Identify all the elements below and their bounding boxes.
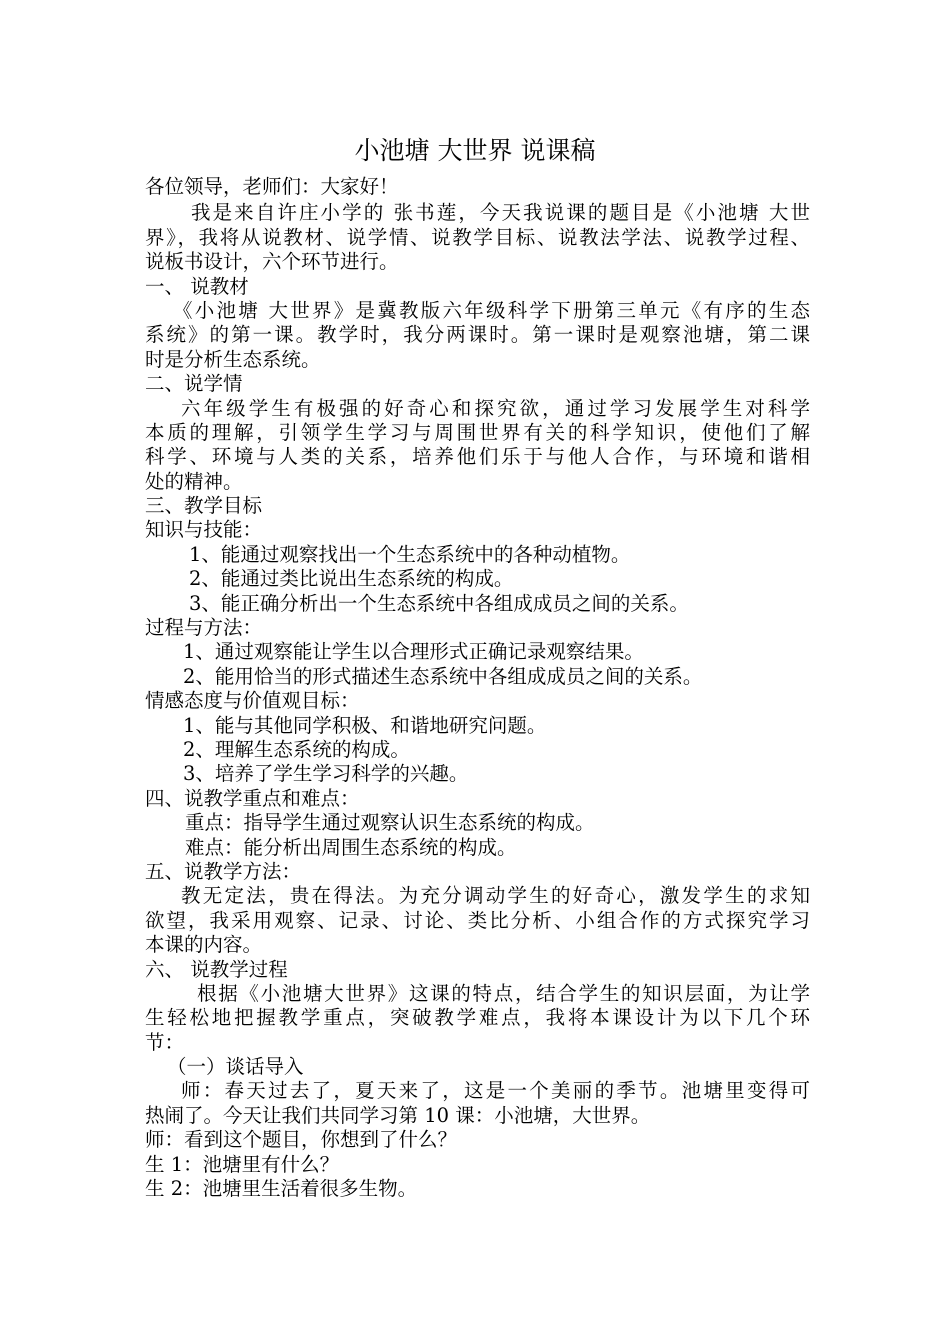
paragraph-line: 根据《小池塘大世界》这课的特点，结合学生的知识层面，为让学 bbox=[197, 981, 810, 1005]
paragraph-line: 系统》的第一课。教学时，我分两课时。第一课时是观察池塘，第二课 bbox=[145, 323, 810, 347]
dialogue-line: 师：春天过去了，夏天来了，这是一个美丽的季节。池塘里变得可 bbox=[181, 1079, 810, 1103]
paragraph-line: 科学、环境与人类的关系，培养他们乐于与他人合作，与环境和谐相 bbox=[145, 445, 810, 469]
paragraph-line: 本课的内容。 bbox=[145, 933, 263, 957]
paragraph-line: 生轻松地把握教学重点，突破教学难点，我将本课设计为以下几个环 bbox=[145, 1006, 810, 1030]
paragraph-line: 节： bbox=[145, 1030, 185, 1054]
list-item: 2、理解生态系统的构成。 bbox=[183, 737, 410, 761]
paragraph-line: 我是来自许庄小学的 张书莲，今天我说课的题目是《小池塘 大世 bbox=[191, 201, 810, 225]
paragraph-line: 处的精神。 bbox=[145, 469, 243, 493]
paragraph-line: 六年级学生有极强的好奇心和探究欲，通过学习发展学生对科学 bbox=[181, 396, 810, 420]
list-item: 1、能通过观察找出一个生态系统中的各种动植物。 bbox=[189, 542, 631, 566]
list-item: 3、能正确分析出一个生态系统中各组成成员之间的关系。 bbox=[189, 591, 689, 615]
subsection-heading: （一）谈话导入 bbox=[167, 1055, 304, 1079]
section-heading: 四、说教学重点和难点： bbox=[145, 786, 360, 810]
paragraph-line: 说板书设计，六个环节进行。 bbox=[145, 250, 399, 274]
list-item: 1、通过观察能让学生以合理形式正确记录观察结果。 bbox=[183, 640, 644, 664]
list-item: 2、能用恰当的形式描述生态系统中各组成成员之间的关系。 bbox=[183, 664, 703, 688]
paragraph-line: 《小池塘 大世界》是冀教版六年级科学下册第三单元《有序的生态 bbox=[173, 298, 810, 322]
dialogue-line: 生 1：池塘里有什么？ bbox=[145, 1152, 340, 1176]
section-heading: 二、说学情 bbox=[145, 372, 243, 396]
list-item: 2、能通过类比说出生态系统的构成。 bbox=[189, 567, 514, 591]
paragraph-line: 时是分析生态系统。 bbox=[145, 347, 321, 371]
paragraph-line: 本质的理解，引领学生学习与周围世界有关的科学知识，使他们了解 bbox=[145, 420, 810, 444]
greeting-line: 各位领导，老师们：大家好！ bbox=[145, 175, 399, 198]
section-heading: 三、教学目标 bbox=[145, 494, 263, 518]
section-heading: 一、 说教材 bbox=[145, 274, 249, 298]
paragraph-line: 教无定法，贵在得法。为充分调动学生的好奇心，激发学生的求知 bbox=[181, 884, 810, 908]
key-point-line: 重点：指导学生通过观察认识生态系统的构成。 bbox=[185, 811, 595, 835]
document-title: 小池塘 大世界 说课稿 bbox=[354, 136, 596, 165]
dialogue-line: 生 2：池塘里生活着很多生物。 bbox=[145, 1177, 418, 1201]
section-heading: 五、说教学方法： bbox=[145, 859, 302, 883]
paragraph-line: 欲望，我采用观察、记录、讨论、类比分析、小组合作的方式探究学习 bbox=[145, 908, 810, 932]
subsection-heading: 过程与方法： bbox=[145, 616, 263, 640]
difficulty-line: 难点：能分析出周围生态系统的构成。 bbox=[185, 835, 517, 859]
subsection-heading: 知识与技能： bbox=[145, 518, 263, 542]
list-item: 3、培养了学生学习科学的兴趣。 bbox=[183, 762, 469, 786]
dialogue-line: 热闹了。今天让我们共同学习第 10 课：小池塘，大世界。 bbox=[145, 1103, 651, 1127]
paragraph-line: 界》，我将从说教材、说学情、说教学目标、说教法学法、说教学过程、 bbox=[145, 225, 810, 249]
subsection-heading: 情感态度与价值观目标： bbox=[145, 689, 360, 713]
section-heading: 六、 说教学过程 bbox=[145, 957, 288, 981]
dialogue-line: 师：看到这个题目，你想到了什么？ bbox=[145, 1128, 458, 1152]
document-body bbox=[145, 175, 810, 1201]
list-item: 1、能与其他同学积极、和谐地研究问题。 bbox=[183, 713, 547, 737]
